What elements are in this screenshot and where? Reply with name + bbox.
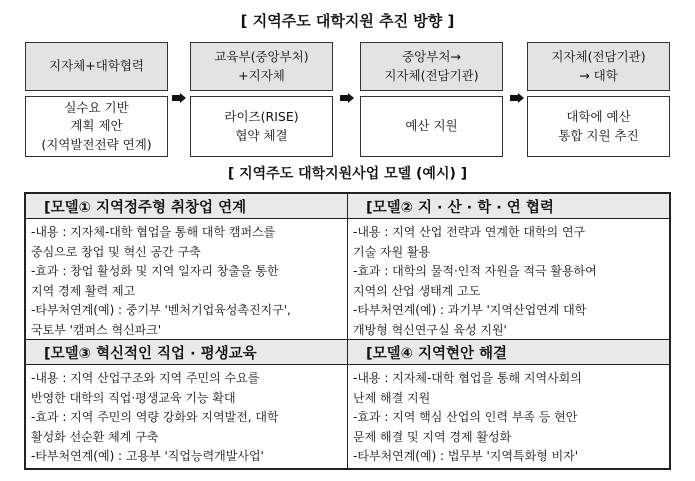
model-line: -내용 : 지역 산업 전략과 연계한 대학의 연구 xyxy=(353,225,586,239)
model-line: -타부처연계(예) : 과기부 '지역산업연계 대학 xyxy=(353,303,587,317)
model-line: 난제 해결 지원 xyxy=(353,390,431,405)
model-line: 지역 경제 활력 제고 xyxy=(31,283,136,298)
model-line: -효과 : 창업 활성화 및 지역 일자리 창출을 통한 xyxy=(31,264,279,278)
flow-line: 대학에 예산 xyxy=(566,109,631,125)
model-line: -내용 : 지역 산업구조와 지역 주민의 수요를 xyxy=(31,371,260,385)
models-title: [ 지역주도 대학지원사업 모델 (예시) ] xyxy=(227,166,468,182)
model-3-title: [모델③ 혁신적인 직업 · 평생교육 xyxy=(25,339,348,365)
model-line: 반영한 대학의 직업·평생교육 기능 확대 xyxy=(31,390,236,405)
flow-line: 지자체+대학협력 xyxy=(49,58,144,74)
flow-line: +지자체 xyxy=(238,67,285,83)
model-line: 지역의 산업 생태계 고도 xyxy=(353,283,481,298)
flow-step-4-detail xyxy=(527,96,670,157)
flow-line: 지자체(전담기관) xyxy=(551,49,646,65)
model-line: -내용 : 지자체-대학 협업을 통해 대학 캠퍼스를 xyxy=(31,225,276,239)
model-line: 활성화 선순환 체계 구축 xyxy=(31,429,159,444)
flow-line: 예산 지원 xyxy=(405,118,458,134)
model-2-title: [모델② 지 · 산 · 학 · 연 협력 xyxy=(347,193,670,219)
model-line: 기술 자원 활용 xyxy=(353,244,431,259)
flow-step-3-header xyxy=(360,42,503,91)
flow-line: 중앙부처→ xyxy=(402,49,461,65)
model-line: 개방형 혁신연구실 육성 지원' xyxy=(353,322,507,337)
flow-line: → 대학 xyxy=(579,67,618,83)
model-line: 문제 해결 및 지역 경제 활성화 xyxy=(353,429,512,444)
flow-step-1-detail xyxy=(25,96,168,157)
flow-line: 계획 제안 xyxy=(70,118,123,134)
model-line: -내용 : 지자체-대학 협업을 통해 지역사회의 xyxy=(353,371,582,385)
model-3-body xyxy=(25,364,348,469)
flow-title: [ 지역주도 대학지원 추진 방향 ] xyxy=(240,12,455,30)
flow-line: 지자체(전담기관) xyxy=(384,67,479,83)
model-line: -타부처연계(예) : 고용부 '직업능력개발사업' xyxy=(31,449,264,463)
model-1-title: [모델① 지역정주형 취창업 연계 xyxy=(25,193,348,219)
models-table xyxy=(24,192,671,470)
model-2-body xyxy=(347,218,670,340)
model-4-title: [모델④ 지역현안 해결 xyxy=(347,339,670,365)
model-1-body xyxy=(25,218,348,340)
model-line: -타부처연계(예) : 법무부 '지역특화형 비자' xyxy=(353,449,579,463)
arrow-right-icon xyxy=(172,93,186,103)
flow-line: 실수요 기반 xyxy=(64,100,129,116)
flow-line: (지역발전전략 연계) xyxy=(41,136,152,152)
flow-step-1-header xyxy=(25,42,168,91)
model-line: 국토부 '캠퍼스 혁신파크' xyxy=(31,322,162,337)
model-line: -효과 : 지역 핵심 산업의 인력 부족 등 현안 xyxy=(353,410,578,424)
flow-step-2-header xyxy=(190,42,333,91)
model-line: 중심으로 창업 및 혁신 공간 구축 xyxy=(31,244,201,259)
model-4-body xyxy=(347,364,670,469)
flow-line: 통합 지원 추진 xyxy=(558,127,639,143)
arrow-right-icon xyxy=(340,93,354,103)
flow-step-4-header xyxy=(527,42,670,91)
flow-line: 라이즈(RISE) xyxy=(224,109,299,125)
model-line: -타부처연계(예) : 중기부 '벤처기업육성촉진지구', xyxy=(31,303,291,317)
flow-line: 교육부(중앙부처) xyxy=(214,49,309,65)
flow-step-2-detail xyxy=(190,96,333,157)
model-line: -효과 : 지역 주민의 역량 강화와 지역발전, 대학 xyxy=(31,410,279,424)
flow-line: 협약 체결 xyxy=(235,127,288,143)
model-line: -효과 : 대학의 물적·인적 자원을 적극 활용하여 xyxy=(353,264,597,278)
flow-step-3-detail xyxy=(360,96,503,157)
arrow-right-icon xyxy=(510,93,524,103)
